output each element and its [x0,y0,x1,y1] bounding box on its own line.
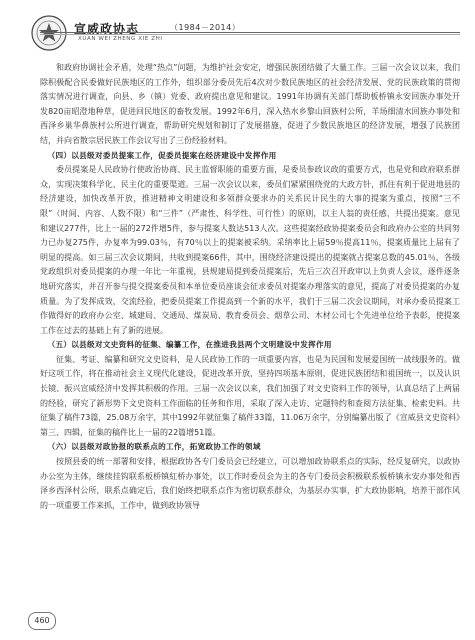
section-heading: （五）以县级对文史资料的征集、编纂工作，在推进我县两个文明建设中发挥作用 [47,340,332,350]
cppcc-emblem-icon [30,14,68,52]
book-title: 宣威政协志 [74,22,140,36]
book-years: （1984－2014） [170,23,241,32]
section-heading: （四）以县级对委员提案工作，促委员提案在经济建设中发挥作用 [47,150,277,160]
header-rule-thin [40,34,460,35]
paragraph: 和政府协调社会矛盾，处理“热点”问题，为维护社会安定，增强民族团结做了大量工作。三届一次会议以来，我们除积极配合民委做好民族地区的工作外，组织部分委员先后4次对少数民族地区的社会经济发展、党的民族政策的贯彻落实情况进行调查，向县、乡（镇）党委、政府提出意见和建议。1991年协调有关部门帮助板桥镇永安回族办事处开发820亩昭澄地种草，促进回民地区的畜牧发展。1992年6月，深入热水乡黎山回族村公所，羊场细清水回族办事处和西泽乡巢华鼻族村公所进行调查，帮助研究规划和制订了发展措施，促进了少数民族地区的经济发展，增强了民族团结，并向省散宗居民族工作会议写出了三份经验材料。 [40,63,460,145]
paragraph: 按照县委的统一部署和安排，根据政协各专门委员会已经建立，可以增加政协联系点的实际，经反复研究，以政协办公室为主体，继续挂钩联系板桥镇紅桥办事处，以工作时委员会为主的各专门委员会积极联系板桥镇永安办事处和西泽乡西泽村公所，联系点确定后，我们始终把联系点作为密切联系群众，为基层办实事，扩大政协影响，培养干部作风的一项重要工作来抓，工作中，做到政协领导 [40,457,460,510]
paragraph: 委员提案是人民政协行使政治协商、民主监督职能的重要方面，是委员参政议政的重要方式，也是党和政府联系群众，实现决策科学化、民主化的重要渠道。三届一次会议以来，委员们紧紧围绕党的大政方针，抓住有利于促进地县的经济建设，加快改革开放，推进精神文明建设和多领群众要求办的关系民计民生的大事的提案为重点，按照“三不限”（时间、内容、人数不限）和“三件”（严肃性、科学性、可行性）的原则，以主人翁的责任感，共提出提案。意见和建议277件，比上一届的272件增5件，参与提案人数达513人次。这些提案经政协提案委员会和政府办公室的共同努力已办复275件，办复率为99.03％，有70％以上的提案被采纳。采纳率比上届59％提高11％，提案质量比上届有了明显的提高。如三届三次会议期间，共收到提案66件，其中，围绕经济建设提出的提案就占提案总数的45.01％，各级党政组织对委员提案的办理一年比一年重视，县规建局提到委员提案后，先后三次召开政审以上负责人会议，逐件逐条地研究落实，并召开参与提交提案委员和本单位委员座谈会征求委员对提案办理落实的意见，提高了对委员提案的办复质量。为了发挥成效，交流经验，把委员提案工作提高到一个新的水平，我们于三届二次会议期间，对承办委员提案工作做得好的政府办公室、城建局、交通局、煤炭局、教育委员会、烟草公司、木材公司七个先进单位给予表彰，使提案工作在过去的基础上有了新的进展。 [40,165,460,335]
header-rule [40,32,460,33]
page-number: 460 [28,612,56,630]
page-header [30,14,450,56]
book-pinyin: XUAN WEI ZHENG XIE ZHI [78,36,163,42]
page-body [40,61,460,513]
paragraph: 征集、考证、编纂和研究文史资料，是人民政协工作的一项重要内容，也是为民国和发展爱国统一战线服务的。做好这项工作，将在推动社会主义现代化建设，促进改革开放，坚持四项基本原则，促进民族团结和祖国统一，以及认识长镜、振兴宣威经济中发挥其积极的作用。三届一次会议以来，我们加强了对文史资料工作的领导，认真总结了上两届的经验，研究了新形势下文史资料工作面临的任务和作用，采取了深入走访、定题特约和查阅方法征集、检索史料。共征集了稿件73篇，25.08万余字，其中1992年就征集了稿件33篇，11.06万余字，分别编纂出版了《宣威县文史资料》第三、四辑，征集的稿件比上一届的22篇增51篇。 [40,354,460,437]
section-heading: （六）以县级对政协报的联系点的工作，拓宽政协工作的领域 [47,442,261,452]
